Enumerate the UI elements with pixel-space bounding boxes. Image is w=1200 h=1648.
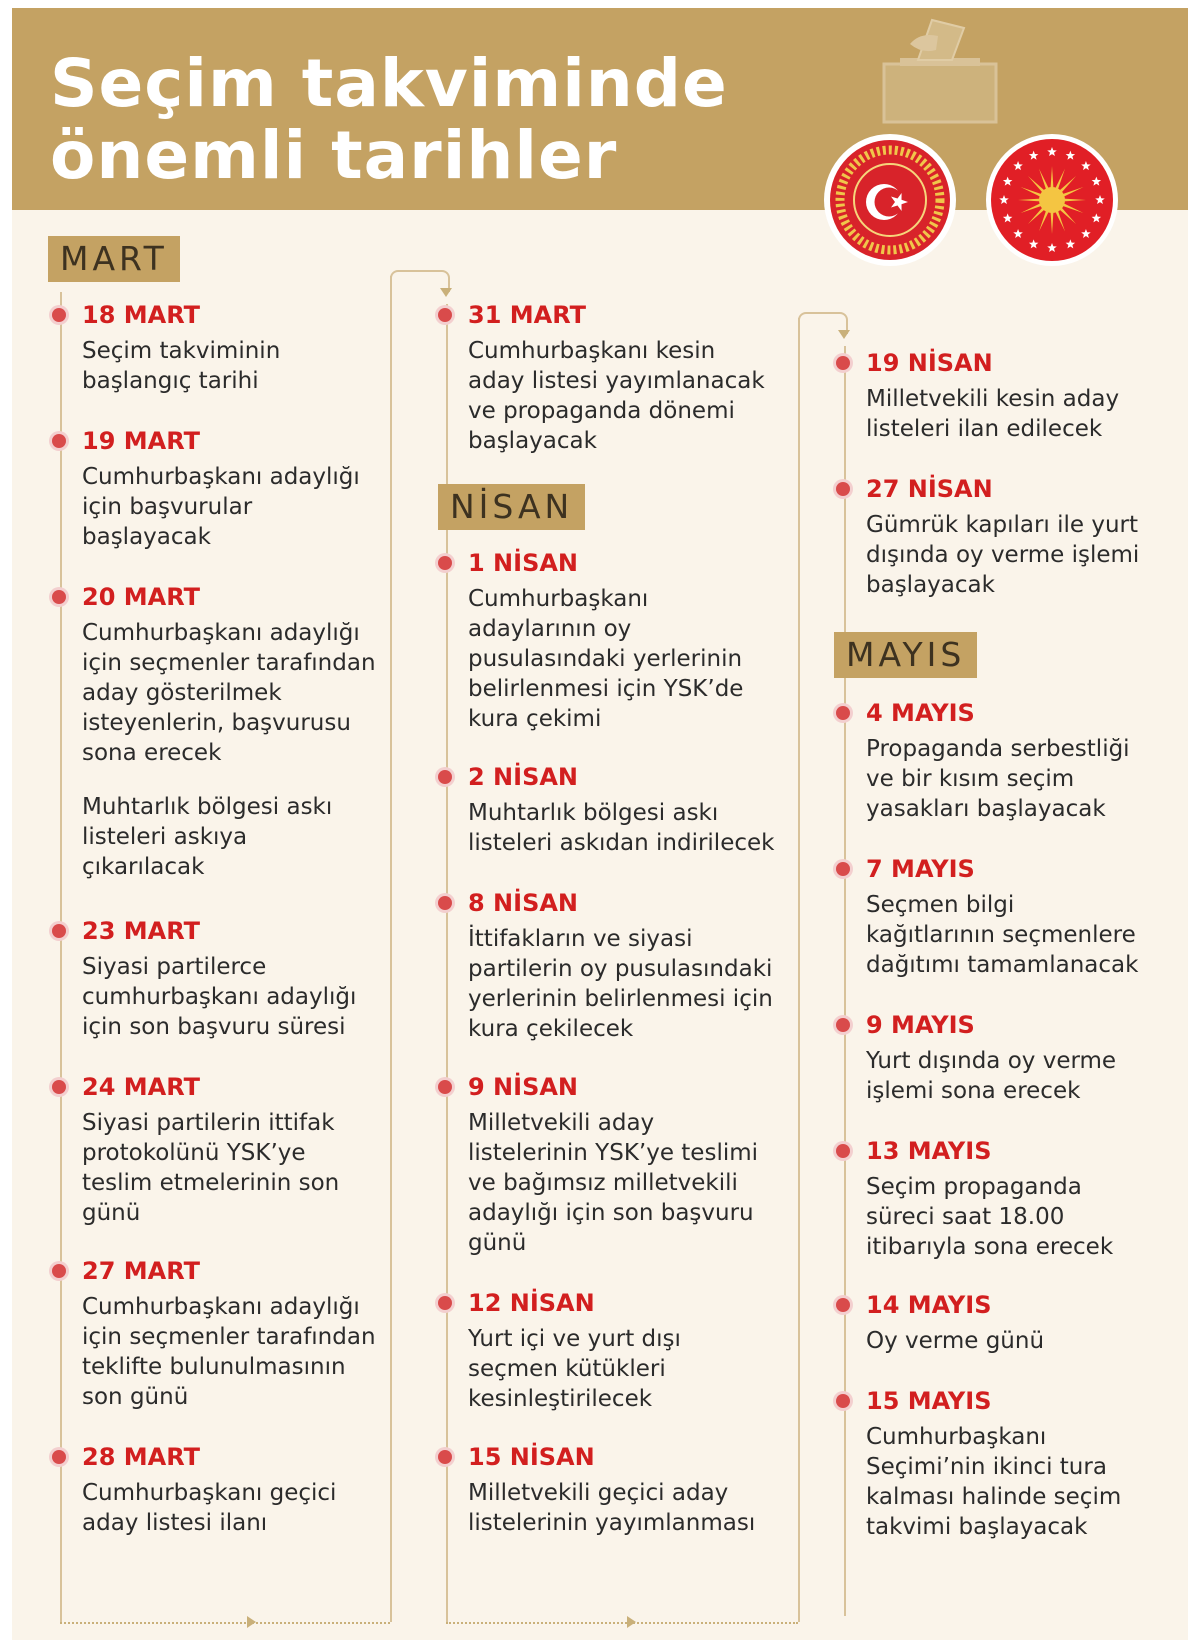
timeline-dot-icon — [52, 1080, 66, 1094]
timeline-connector — [798, 318, 800, 1622]
event-description: Propaganda serbestliği ve bir kısım seçim yasakları başlayacak — [866, 736, 1130, 822]
event-description: Yurt içi ve yurt dışı seçmen kütükleri kesinleştirilecek — [468, 1326, 681, 1412]
event-description: Cumhurbaşkanı adaylığı için seçmenler tarafından teklifte bulunulmasının son günü — [82, 1294, 376, 1410]
timeline-dot-icon — [52, 434, 66, 448]
timeline-connector — [446, 1622, 798, 1624]
event-date: 18 MART — [82, 301, 200, 329]
event-date: 27 MART — [82, 1257, 200, 1285]
timeline-dot-icon — [836, 482, 850, 496]
event-extra-note: Muhtarlık bölgesi askı listeleri askıya çıkarılacak — [82, 794, 333, 880]
event-date: 2 NİSAN — [468, 763, 579, 791]
event-description: Milletvekili aday listelerinin YSK’ye teslimi ve bağımsız milletvekili adaylığı için son başvuru günü — [468, 1110, 759, 1256]
event-date: 7 MAYIS — [866, 855, 975, 883]
event-description: Oy verme günü — [866, 1328, 1045, 1354]
timeline-dot-icon — [52, 1264, 66, 1278]
event-date: 23 MART — [82, 917, 200, 945]
timeline-connector — [60, 1622, 390, 1624]
event-description: Milletvekili geçici aday listelerinin yayımlanması — [468, 1480, 756, 1536]
event-description: Cumhurbaşkanı Seçimi’nin ikinci tura kalması halinde seçim takvimi başlayacak — [866, 1424, 1122, 1540]
event-date: 19 NİSAN — [866, 349, 993, 377]
event-description: Cumhurbaşkanı kesin aday listesi yayımlanacak ve propaganda dönemi başlayacak — [468, 338, 765, 454]
timeline-dot-icon — [438, 896, 452, 910]
event-date: 14 MAYIS — [866, 1291, 992, 1319]
timeline-dot-icon — [836, 1298, 850, 1312]
header-banner — [12, 8, 1188, 210]
event-date: 9 MAYIS — [866, 1011, 975, 1039]
event-date: 20 MART — [82, 583, 200, 611]
timeline-line — [844, 346, 846, 1616]
event-date: 15 MAYIS — [866, 1387, 992, 1415]
event-description: Muhtarlık bölgesi askı listeleri askıdan indirilecek — [468, 800, 775, 856]
event-description: Siyasi partilerce cumhurbaşkanı adaylığı için son başvuru süresi — [82, 954, 357, 1040]
timeline-dot-icon — [438, 1080, 452, 1094]
month-label-mayis: MAYIS — [834, 632, 977, 678]
event-description: Gümrük kapıları ile yurt dışında oy verme işlemi başlayacak — [866, 512, 1140, 598]
timeline-dot-icon — [438, 1450, 452, 1464]
event-date: 8 NİSAN — [468, 889, 579, 917]
event-date: 4 MAYIS — [866, 699, 975, 727]
event-description: Seçim propaganda süreci saat 18.00 itibarıyla sona erecek — [866, 1174, 1114, 1260]
timeline-dot-icon — [836, 862, 850, 876]
timeline-dot-icon — [52, 308, 66, 322]
timeline-dot-icon — [836, 1018, 850, 1032]
event-description: İttifakların ve siyasi partilerin oy pusulasındaki yerlerinin belirlenmesi için kura çekilecek — [468, 926, 773, 1042]
event-description: Cumhurbaşkanı geçici aday listesi ilanı — [82, 1480, 337, 1536]
event-date: 1 NİSAN — [468, 549, 579, 577]
event-date: 12 NİSAN — [468, 1289, 595, 1317]
event-description: Cumhurbaşkanı adaylığı için başvurular başlayacak — [82, 464, 360, 550]
event-date: 15 NİSAN — [468, 1443, 595, 1471]
arrow-down-icon — [838, 330, 850, 339]
timeline-dot-icon — [836, 1394, 850, 1408]
event-date: 27 NİSAN — [866, 475, 993, 503]
timeline-dot-icon — [836, 706, 850, 720]
timeline-dot-icon — [52, 924, 66, 938]
event-date: 28 MART — [82, 1443, 200, 1471]
event-description: Cumhurbaşkanı adaylarının oy pusulasındaki yerlerinin belirlenmesi için YSK’de kura çekimi — [468, 586, 744, 732]
timeline-connector — [390, 276, 392, 1622]
event-date: 13 MAYIS — [866, 1137, 992, 1165]
arrow-down-icon — [440, 288, 452, 297]
event-description: Seçim takviminin başlangıç tarihi — [82, 338, 281, 394]
arrow-right-icon — [247, 1616, 256, 1628]
arrow-right-icon — [627, 1616, 636, 1628]
event-date: 19 MART — [82, 427, 200, 455]
event-description: Yurt dışında oy verme işlemi sona erecek — [866, 1048, 1117, 1104]
presidential-seal-icon — [984, 132, 1120, 268]
event-description: Seçmen bilgi kağıtlarının seçmenlere dağıtımı tamamlanacak — [866, 892, 1139, 978]
tbmm-seal-icon — [822, 132, 958, 268]
timeline-dot-icon — [52, 590, 66, 604]
event-description: Milletvekili kesin aday listeleri ilan edilecek — [866, 386, 1120, 442]
timeline-dot-icon — [438, 1296, 452, 1310]
event-description: Cumhurbaşkanı adaylığı için seçmenler tarafından aday gösterilmek isteyenlerin, başvurusu sona erecek — [82, 620, 376, 766]
month-label-mart: MART — [48, 236, 180, 282]
timeline-dot-icon — [438, 308, 452, 322]
timeline-line — [60, 292, 62, 1622]
timeline-dot-icon — [836, 356, 850, 370]
page-title: Seçim takviminde önemli tarihler — [50, 45, 728, 194]
timeline-dot-icon — [438, 556, 452, 570]
timeline-dot-icon — [52, 1450, 66, 1464]
timeline-dot-icon — [438, 770, 452, 784]
infographic — [12, 8, 1188, 1640]
event-description: Siyasi partilerin ittifak protokolünü YSK’ye teslim etmelerinin son günü — [82, 1110, 340, 1226]
timeline-dot-icon — [836, 1144, 850, 1158]
month-label-nisan: NİSAN — [438, 484, 585, 530]
event-date: 9 NİSAN — [468, 1073, 579, 1101]
event-date: 24 MART — [82, 1073, 200, 1101]
event-date: 31 MART — [468, 301, 586, 329]
ballot-box-icon — [860, 14, 1020, 124]
